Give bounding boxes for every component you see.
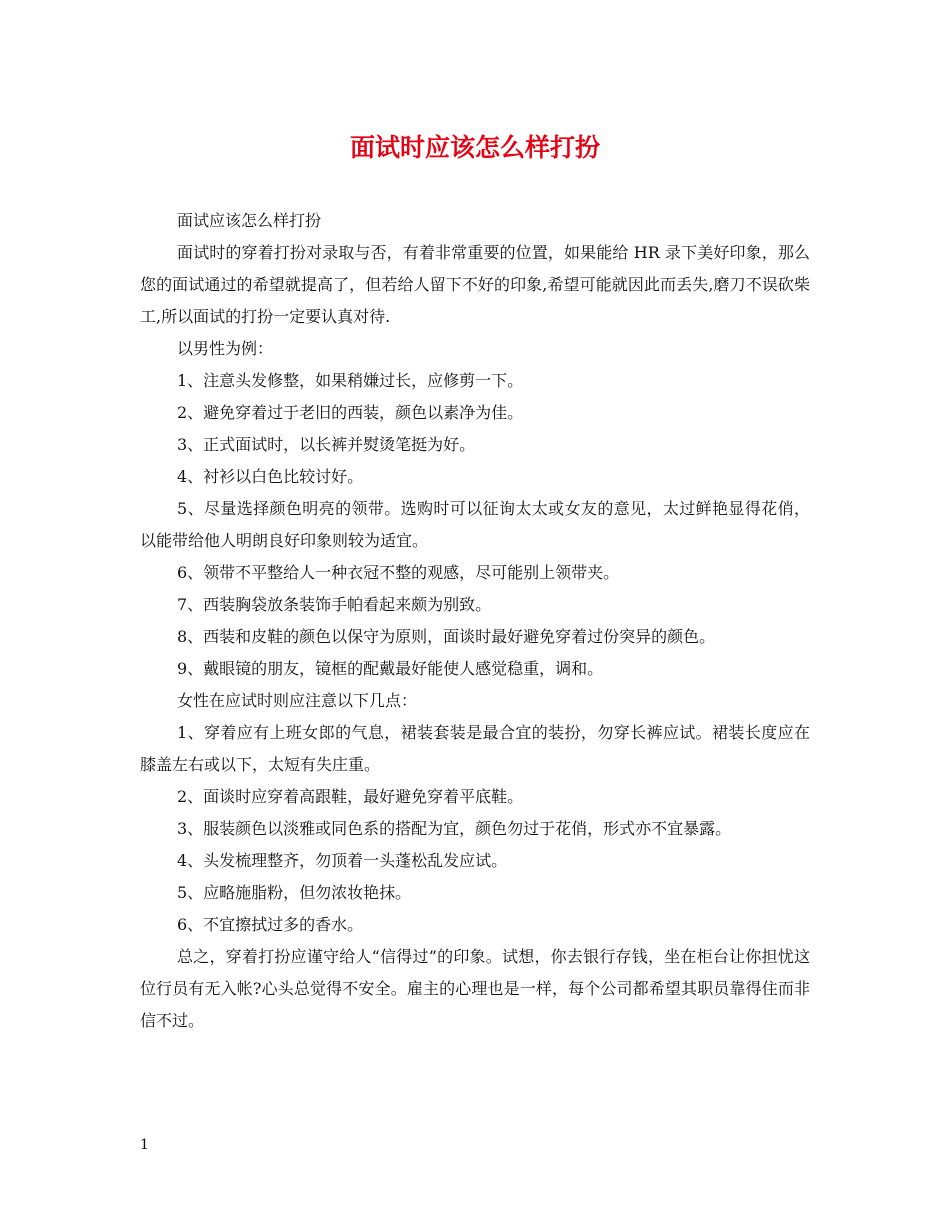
list-item-men-2: 2、避免穿着过于老旧的西装，颜色以素净为佳。 — [177, 403, 524, 422]
list-item-men-8: 8、西装和皮鞋的颜色以保守为原则，面谈时最好避免穿着过份突异的颜色。 — [177, 627, 716, 646]
list-item-women-4: 4、头发梳理整齐，勿顶着一头蓬松乱发应试。 — [177, 851, 508, 870]
page-number: 1 — [140, 1137, 149, 1153]
list-item-women-2: 2、面谈时应穿着高跟鞋，最好避免穿着平底鞋。 — [177, 787, 524, 806]
list-item-men-4: 4、衬衫以白色比较讨好。 — [177, 467, 364, 486]
list-item-women-5: 5、应略施脂粉，但勿浓妆艳抹。 — [177, 883, 412, 902]
document-body — [140, 205, 810, 1037]
list-item-men-1: 1、注意头发修整，如果稍嫌过长，应修剪一下。 — [177, 371, 524, 390]
paragraph-intro-heading: 面试应该怎么样打扮 — [177, 211, 322, 230]
list-item-men-7: 7、西装胸袋放条装饰手帕看起来颇为别致。 — [177, 595, 492, 614]
paragraph-conclusion: 总之，穿着打扮应谨守给人“信得过”的印象。试想，你去银行存钱，坐在柜台让你担忧这位行员有无入帐?心头总觉得不安全。雇主的心理也是一样，每个公司都希望其职员靠得住而非信不过。 — [140, 947, 810, 1030]
list-item-men-5: 5、尽量选择颜色明亮的领带。选购时可以征询太太或女友的意见，太过鲜艳显得花俏，以能带给他人明朗良好印象则较为适宜。 — [140, 499, 810, 550]
list-item-men-9: 9、戴眼镜的朋友，镜框的配戴最好能使人感觉稳重，调和。 — [177, 659, 604, 678]
list-item-women-6: 6、不宜擦拭过多的香水。 — [177, 915, 364, 934]
document-title: 面试时应该怎么样打扮 — [349, 133, 600, 162]
paragraph-women-heading: 女性在应试时则应注意以下几点： — [177, 691, 418, 710]
list-item-men-6: 6、领带不平整给人一种衣冠不整的观感，尽可能别上领带夹。 — [177, 563, 620, 582]
paragraph-intro: 面试时的穿着打扮对录取与否，有着非常重要的位置，如果能给 HR 录下美好印象，那么您的面试通过的希望就提高了，但若给人留下不好的印象,希望可能就因此而丢失,磨刀不误砍柴工,所以面试的打扮一定要认真对待. — [140, 243, 810, 326]
list-item-women-3: 3、服装颜色以淡雅或同色系的搭配为宜，颜色勿过于花俏，形式亦不宜暴露。 — [177, 819, 732, 838]
paragraph-men-heading: 以男性为例： — [177, 339, 274, 358]
list-item-men-3: 3、正式面试时，以长裤并熨烫笔挺为好。 — [177, 435, 476, 454]
list-item-women-1: 1、穿着应有上班女郎的气息，裙装套装是最合宜的装扮，勿穿长裤应试。裙装长度应在膝盖左右或以下，太短有失庄重。 — [140, 723, 810, 774]
